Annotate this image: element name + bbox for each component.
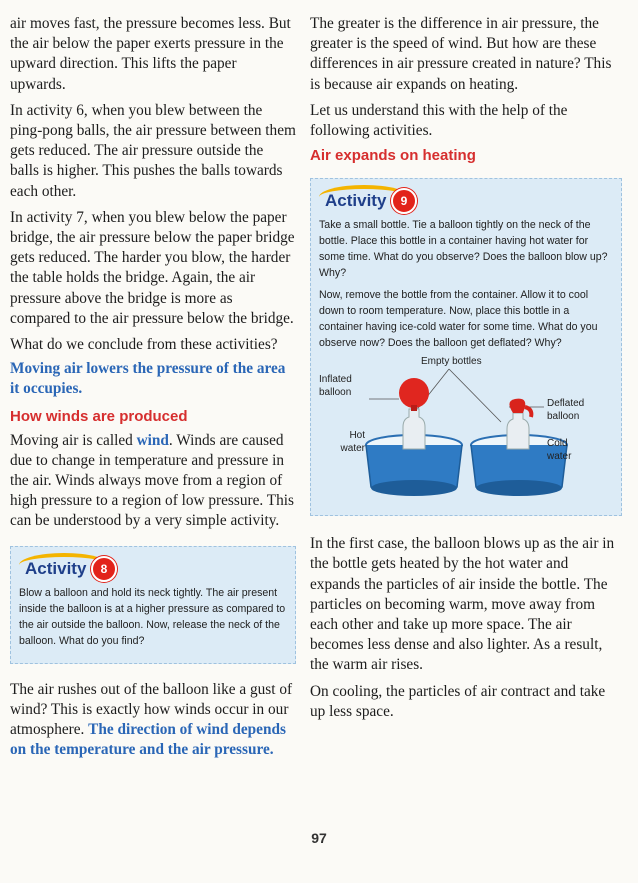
left-final-paragraph	[10, 680, 296, 761]
page-number: 97	[311, 830, 327, 846]
right-paragraph-4: On cooling, the particles of air contract and take up less space.	[310, 682, 606, 720]
activity-8-header	[19, 553, 287, 583]
label-empty-bottles: Empty bottles	[421, 356, 482, 368]
activity-9-text-1: Take a small bottle. Tie a balloon tightly on the neck of the bottle. Place this bottle in a container having hot water for some time. What do you observe? Does the balloon blow up? Why?	[319, 219, 608, 280]
final-pre: The air rushes out of the balloon like a gust of wind? This is exactly how winds occur in our atmosphere.	[10, 680, 293, 739]
activity-9-header	[319, 185, 613, 215]
label-cold-water: Cold water	[547, 438, 572, 463]
winds-post: . Winds are caused due to change in temperature and pressure in the air. Winds always move from a region of high pressure to a region of low pressure. This can be understood by a very simple activity.	[10, 431, 294, 530]
right-paragraph-1: The greater is the difference in air pressure, the greater is the speed of wind. But how are these differences in air pressure created in nature? This is because air expands on heating.	[310, 15, 612, 93]
question-text: What do we conclude from these activities?	[10, 336, 278, 354]
left-paragraph-3: In activity 7, when you blew below the paper bridge, the air pressure below the paper bridge gets reduced. The harder you blow, the harder the table holds the bridge. Again, the air pressure above the bridge is more as compared to the air pressure below the bridge.	[10, 208, 295, 327]
activity-8-number: 8	[91, 556, 117, 582]
activity-9-word: Activity	[325, 191, 387, 211]
section-heading-winds: How winds are produced	[10, 407, 188, 425]
activity-8-word: Activity	[25, 558, 87, 578]
label-inflated-balloon: Inflated balloon	[319, 374, 352, 399]
left-paragraph-1: air moves fast, the pressure becomes less. But the air below the paper exerts pressure in the upward direction. This lifts the paper upwards.	[10, 15, 291, 93]
left-column	[10, 14, 296, 766]
right-paragraph-2: Let us understand this with the help of the following activities.	[310, 101, 568, 140]
activity-9-number: 9	[391, 188, 417, 214]
activity-8-box	[10, 546, 296, 664]
conclusion-text: Moving air lowers the pressure of the area it occupies.	[10, 360, 286, 398]
balloon-figure	[319, 357, 613, 507]
winds-term: wind	[136, 431, 169, 449]
activity-9-box	[310, 178, 622, 516]
section-heading-air-expands: Air expands on heating	[310, 147, 476, 165]
final-bold: The direction of wind depends on the temperature and the air pressure.	[10, 721, 286, 759]
label-deflated-balloon: Deflated balloon	[547, 398, 585, 423]
label-hot-water: Hot water	[340, 430, 365, 455]
right-paragraph-3: In the first case, the balloon blows up as the air in the bottle gets heated by the hot water and expands the particles of air inside the bottle. The particles on becoming warm, move away from each other and take up more space. The air becomes less dense and also lighter. As a result, the warm air rises.	[310, 535, 615, 674]
activity-9-text-2: Now, remove the bottle from the container. Allow it to cool down to room temperature. Now, place this bottle in a container having ice-cold water for some time. What do you observe now? Does the balloon get deflated? Why?	[319, 289, 598, 350]
left-paragraph-2: In activity 6, when you blew between the ping-pong balls, the air pressure between them gets reduced. The air pressure outside the balls is higher. This pushes the balls towards each other.	[10, 101, 296, 200]
winds-paragraph	[10, 431, 296, 532]
activity-8-text: Blow a balloon and hold its neck tightly. The air present inside the balloon is at a higher pressure as compared to the air outside the balloon. Now, release the neck of the balloon. What do you find?	[19, 586, 286, 647]
winds-pre: Moving air is called	[10, 431, 137, 449]
right-column	[310, 14, 622, 728]
